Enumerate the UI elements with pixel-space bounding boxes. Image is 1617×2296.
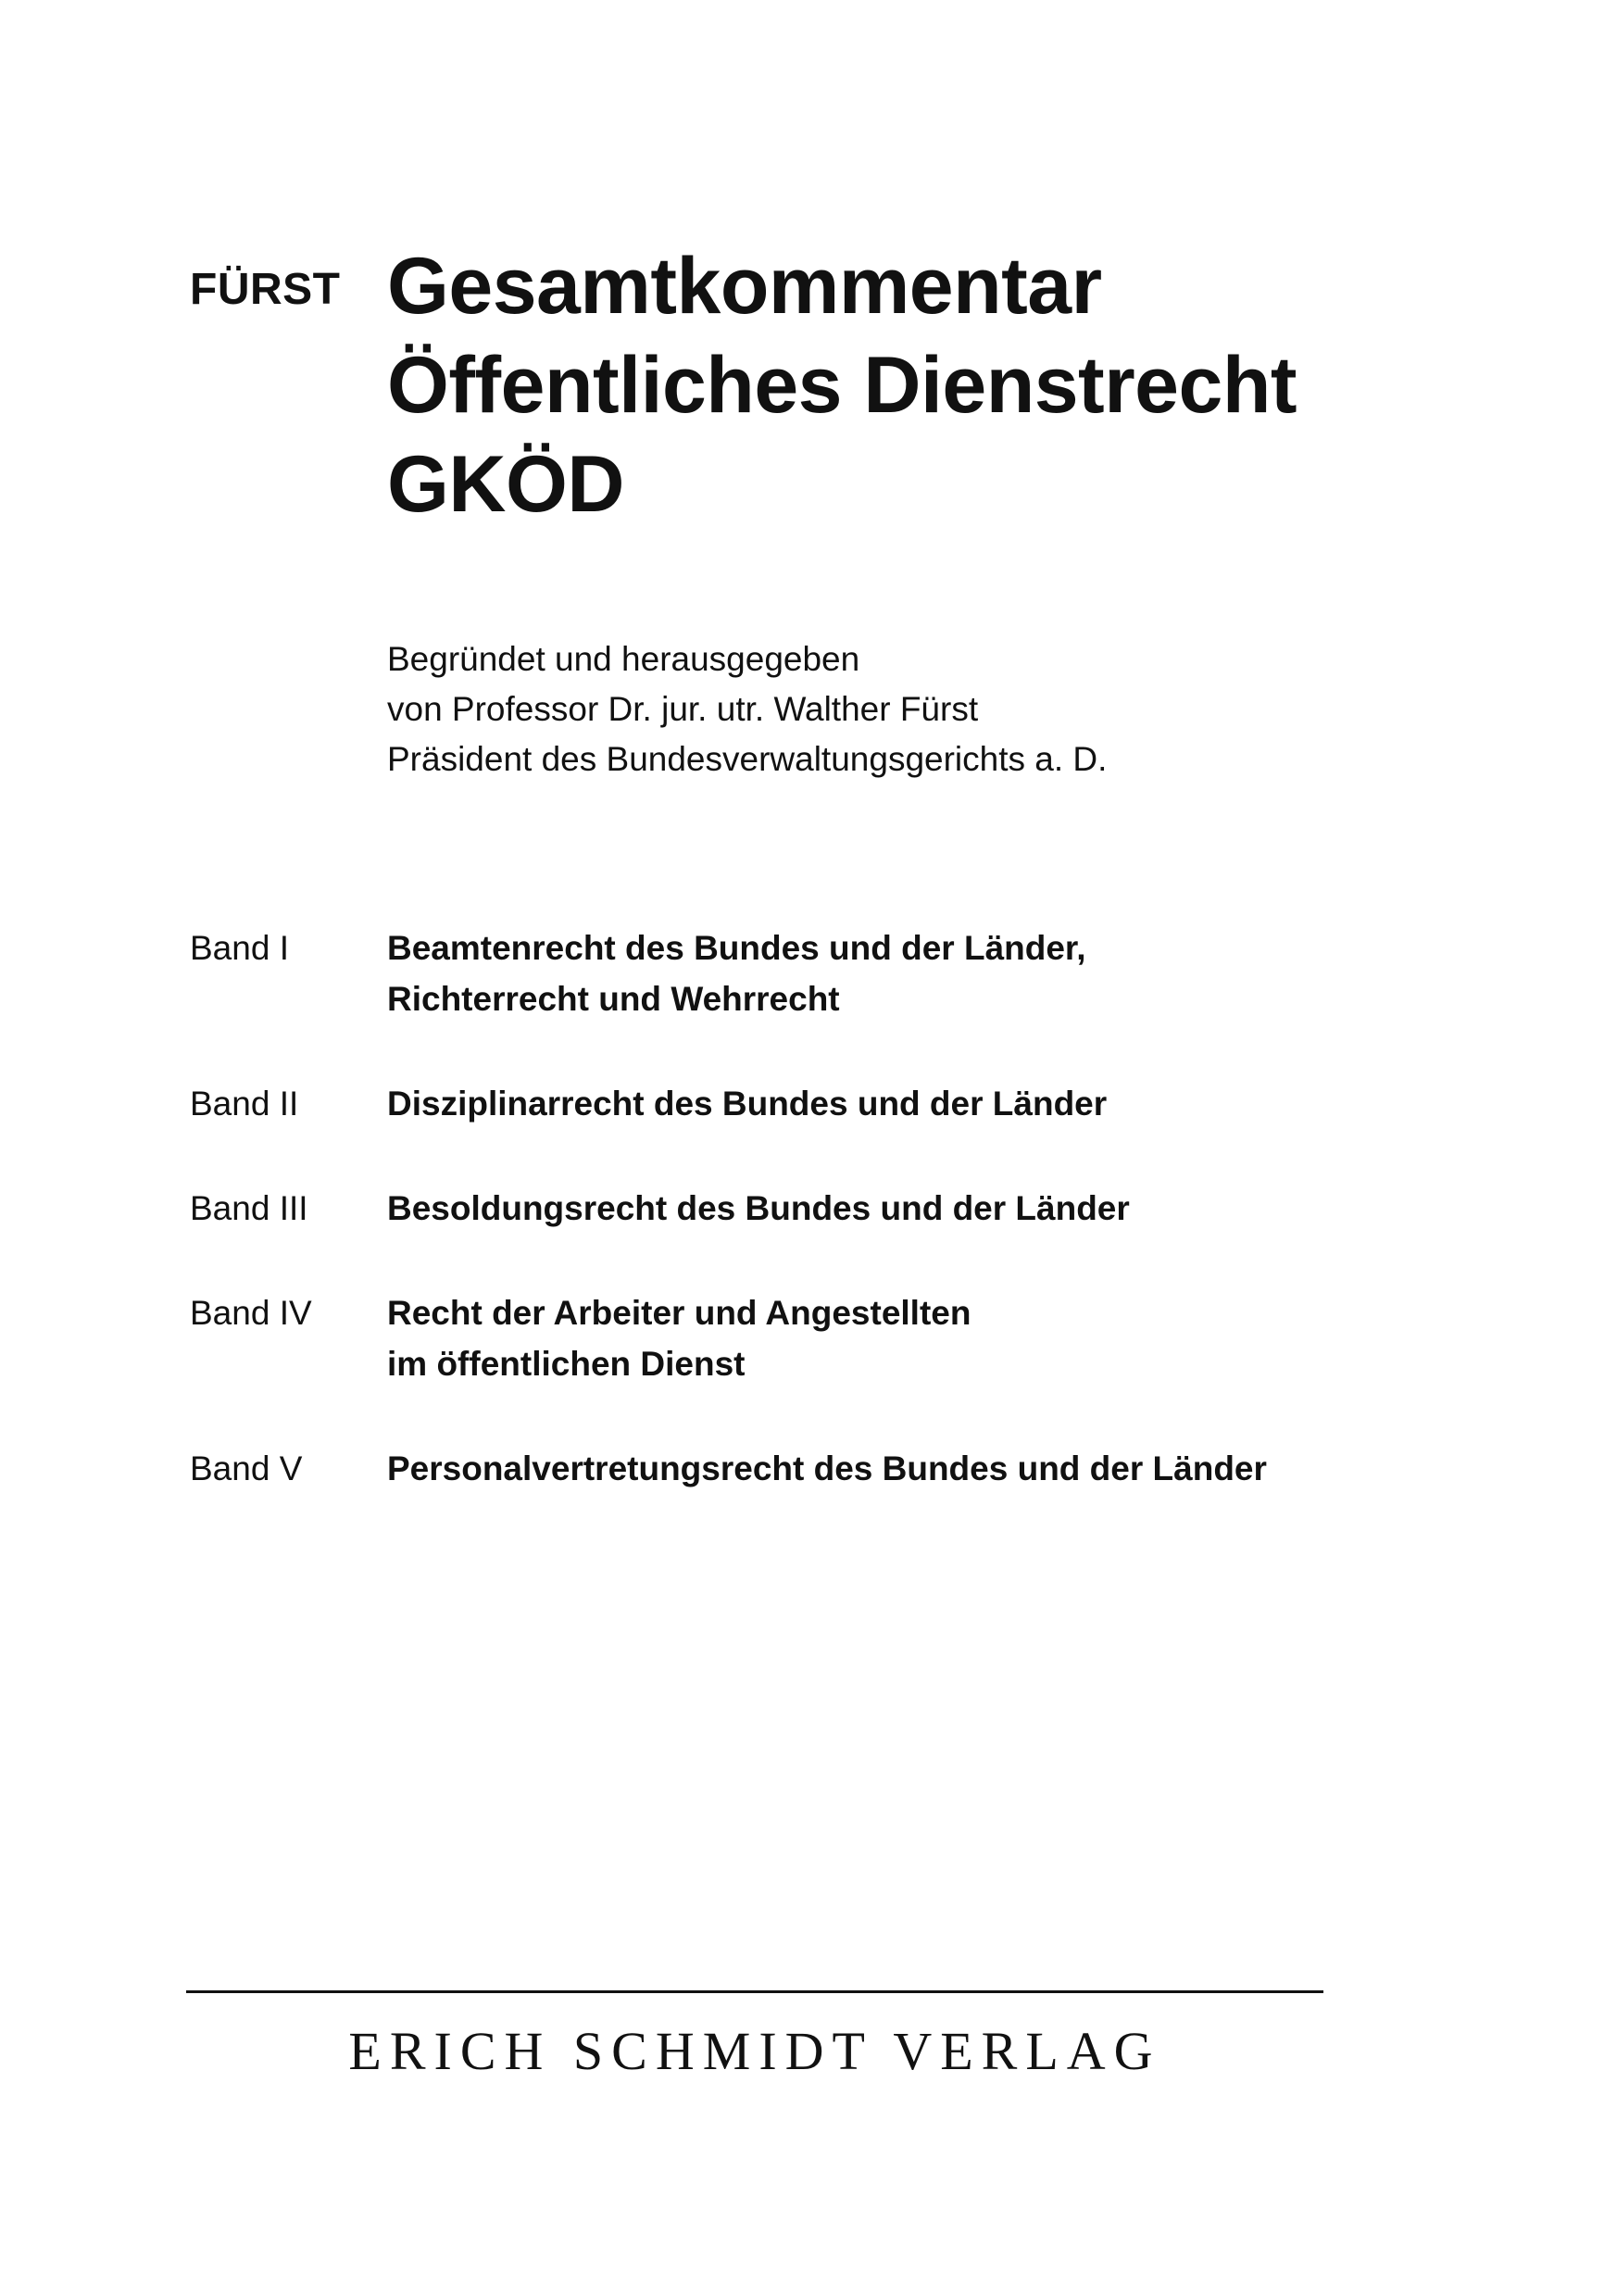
volume-title-line: Disziplinarrecht des Bundes und der Länder <box>387 1085 1108 1123</box>
volume-label: Band III <box>190 1189 308 1227</box>
founder-credit <box>387 634 1107 784</box>
founder-line: Präsident des Bundesverwaltungsgerichts a. D. <box>387 740 1108 778</box>
volume-label: Band IV <box>190 1294 312 1332</box>
volume-title-line: Personalvertretungsrecht des Bundes und der Länder <box>387 1449 1267 1487</box>
volume-title-line: im öffentlichen Dienst <box>387 1345 746 1383</box>
founder-line: Begründet und herausgegeben <box>387 640 860 678</box>
volume-title-line: Recht der Arbeiter und Angestellten <box>387 1294 971 1332</box>
volume-entry <box>190 1443 1394 1494</box>
volume-title <box>387 1183 1394 1234</box>
title-line: Gesamtkommentar <box>387 242 1102 331</box>
volume-title-line: Beamtenrecht des Bundes und der Länder, <box>387 929 1086 967</box>
volume-title-line: Besoldungsrecht des Bundes und der Länder <box>387 1189 1130 1227</box>
volume-entry <box>190 1183 1394 1234</box>
volume-label: Band V <box>190 1449 303 1487</box>
title-line: Öffentliches Dienstrecht <box>387 341 1297 430</box>
volume-label: Band II <box>190 1085 299 1123</box>
volume-title-line: Richterrecht und Wehrrecht <box>387 980 840 1018</box>
volume-list <box>190 922 1394 1548</box>
publisher-name: ERICH SCHMIDT VERLAG <box>348 2021 1161 2081</box>
volume-title <box>387 1443 1394 1494</box>
publisher-divider <box>186 1990 1323 1993</box>
title-line: GKÖD <box>387 440 624 529</box>
volume-title <box>387 922 1394 1024</box>
volume-title <box>387 1078 1394 1129</box>
author-name: FÜRST <box>190 265 341 314</box>
volume-entry <box>190 1287 1394 1389</box>
volume-label: Band I <box>190 929 289 967</box>
volume-entry <box>190 1078 1394 1129</box>
volume-title <box>387 1287 1394 1389</box>
book-title <box>387 237 1297 534</box>
founder-line: von Professor Dr. jur. utr. Walther Fürst <box>387 690 979 728</box>
volume-entry <box>190 922 1394 1024</box>
